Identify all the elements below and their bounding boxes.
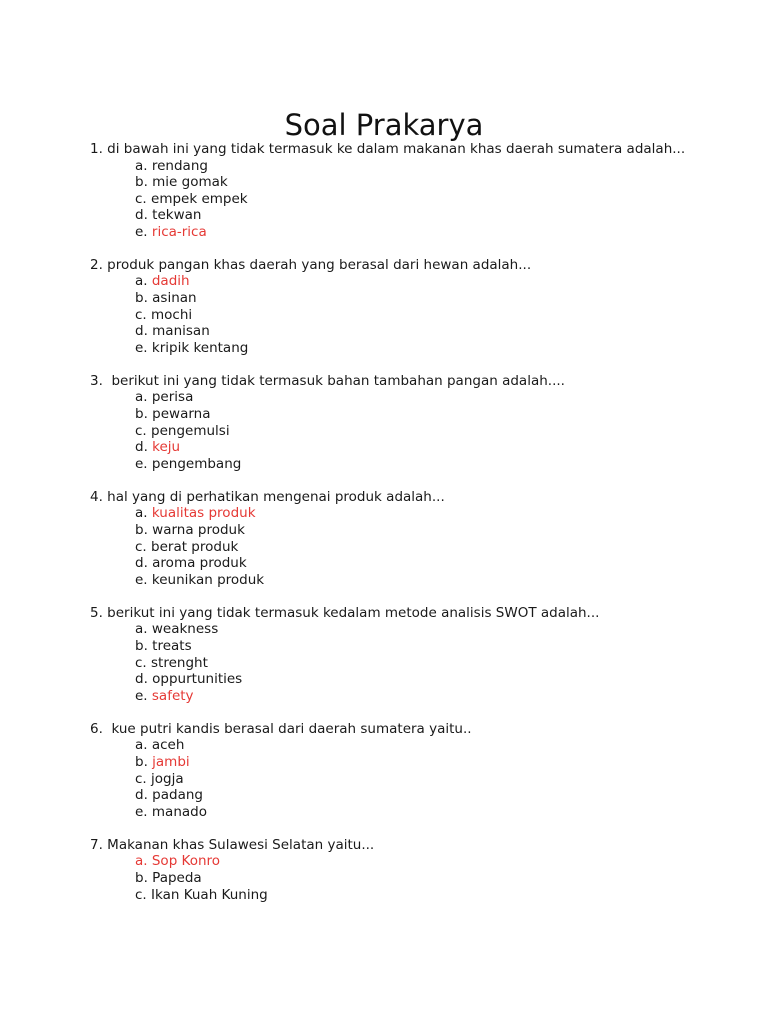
option-letter: a. <box>135 273 152 290</box>
option-text: mochi <box>151 306 193 323</box>
option-letter: b. <box>135 637 153 654</box>
answer-option <box>135 539 690 556</box>
option-letter: c. <box>135 422 152 439</box>
option-list <box>90 621 690 704</box>
option-letter: a. <box>135 853 152 870</box>
option-letter: e. <box>135 223 152 240</box>
option-letter: a. <box>135 737 152 754</box>
option-letter: c. <box>135 190 152 207</box>
answer-option <box>135 787 690 804</box>
option-text: weakness <box>151 621 219 638</box>
answer-option <box>135 273 690 290</box>
option-text: manisan <box>152 323 210 340</box>
answer-option <box>135 638 690 655</box>
answer-option <box>135 655 690 672</box>
option-text: warna produk <box>152 522 245 538</box>
option-letter: c. <box>135 538 152 555</box>
option-text: Ikan Kuah Kuning <box>151 886 268 903</box>
option-text: pengembang <box>151 455 242 472</box>
option-letter: e. <box>135 571 152 588</box>
option-letter: c. <box>135 770 152 787</box>
option-list <box>90 505 690 588</box>
question-text: 4. hal yang di perhatikan mengenai produk adalah... <box>90 488 445 505</box>
option-letter: b. <box>135 174 153 191</box>
answer-option <box>135 406 690 423</box>
option-letter: c. <box>135 306 152 323</box>
option-letter: b. <box>135 522 153 538</box>
answer-option <box>135 307 690 324</box>
option-letter: b. <box>135 290 153 307</box>
option-text: oppurtunities <box>152 671 243 688</box>
option-letter: d. <box>135 787 153 804</box>
option-letter: c. <box>135 886 152 903</box>
option-letter: d. <box>135 439 153 456</box>
answer-option <box>135 572 690 589</box>
answer-option <box>135 621 690 638</box>
question-2 <box>90 257 690 356</box>
option-letter: b. <box>135 406 153 423</box>
question-1 <box>90 141 690 240</box>
question-text: 7. Makanan khas Sulawesi Selatan yaitu... <box>90 836 375 853</box>
option-text: padang <box>152 787 203 804</box>
answer-option <box>135 754 690 771</box>
answer-option <box>135 771 690 788</box>
question-list <box>90 141 690 920</box>
option-letter: d. <box>135 671 153 688</box>
answer-option <box>135 423 690 440</box>
option-letter: d. <box>135 323 153 340</box>
option-letter: a. <box>135 505 152 522</box>
answer-option <box>135 191 690 208</box>
option-letter: e. <box>135 803 152 820</box>
option-letter: a. <box>135 157 152 174</box>
question-text: 3. berikut ini yang tidak termasuk bahan tambahan pangan adalah.... <box>90 372 565 389</box>
answer-option <box>135 456 690 473</box>
option-list <box>90 158 690 241</box>
answer-option <box>135 555 690 572</box>
option-list <box>90 273 690 356</box>
option-letter: e. <box>135 687 152 704</box>
option-letter: d. <box>135 555 153 572</box>
option-text: rendang <box>151 157 208 174</box>
question-text: 2. produk pangan khas daerah yang berasal dari hewan adalah... <box>90 256 532 273</box>
option-letter: e. <box>135 339 152 356</box>
question-6 <box>90 721 690 820</box>
answer-option <box>135 323 690 340</box>
option-letter: d. <box>135 207 153 224</box>
correct-answer-text: jambi <box>152 753 190 770</box>
option-text: manado <box>151 803 207 820</box>
correct-answer-text: Sop Konro <box>151 853 221 870</box>
option-text: empek empek <box>151 190 248 207</box>
option-text: treats <box>152 637 192 654</box>
option-list <box>90 853 690 903</box>
question-5 <box>90 605 690 704</box>
answer-option <box>135 174 690 191</box>
option-text: tekwan <box>152 207 202 224</box>
answer-option <box>135 158 690 175</box>
option-text: kripik kentang <box>151 339 249 356</box>
answer-option <box>135 853 690 870</box>
option-letter: a. <box>135 621 152 638</box>
answer-option <box>135 224 690 241</box>
answer-option <box>135 887 690 904</box>
answer-option <box>135 870 690 887</box>
option-text: aroma produk <box>152 555 247 572</box>
option-text: aceh <box>151 737 185 754</box>
question-text: 5. berikut ini yang tidak termasuk kedalam metode analisis SWOT adalah... <box>90 604 600 621</box>
answer-option <box>135 671 690 688</box>
option-letter: b. <box>135 753 153 770</box>
option-text: pengemulsi <box>151 422 230 439</box>
answer-option <box>135 340 690 357</box>
option-letter: e. <box>135 455 152 472</box>
option-letter: c. <box>135 654 152 671</box>
question-text: 1. di bawah ini yang tidak termasuk ke dalam makanan khas daerah sumatera adalah... <box>90 141 686 157</box>
answer-option <box>135 737 690 754</box>
correct-answer-text: dadih <box>151 273 190 290</box>
option-text: keunikan produk <box>151 571 265 588</box>
correct-answer-text: rica-rica <box>151 223 207 240</box>
option-text: jogja <box>151 770 184 787</box>
option-text: perisa <box>151 389 194 406</box>
option-text: mie gomak <box>152 174 228 191</box>
option-letter: a. <box>135 389 152 406</box>
answer-option <box>135 688 690 705</box>
correct-answer-text: kualitas produk <box>151 505 256 522</box>
option-letter: b. <box>135 869 153 886</box>
option-list <box>90 737 690 820</box>
correct-answer-text: keju <box>152 439 181 456</box>
question-7 <box>90 837 690 903</box>
answer-option <box>135 290 690 307</box>
question-3 <box>90 373 690 472</box>
answer-option <box>135 505 690 522</box>
answer-option <box>135 522 690 539</box>
question-4 <box>90 489 690 588</box>
option-text: berat produk <box>151 538 239 555</box>
option-text: pewarna <box>152 406 211 423</box>
answer-option <box>135 804 690 821</box>
option-text: asinan <box>152 290 197 307</box>
answer-option <box>135 389 690 406</box>
option-text: strenght <box>151 654 208 671</box>
option-text: Papeda <box>152 869 202 886</box>
answer-option <box>135 439 690 456</box>
page-title: Soal Prakarya <box>284 108 484 142</box>
option-list <box>90 389 690 472</box>
correct-answer-text: safety <box>151 687 194 704</box>
answer-option <box>135 207 690 224</box>
question-text: 6. kue putri kandis berasal dari daerah sumatera yaitu.. <box>90 720 472 737</box>
